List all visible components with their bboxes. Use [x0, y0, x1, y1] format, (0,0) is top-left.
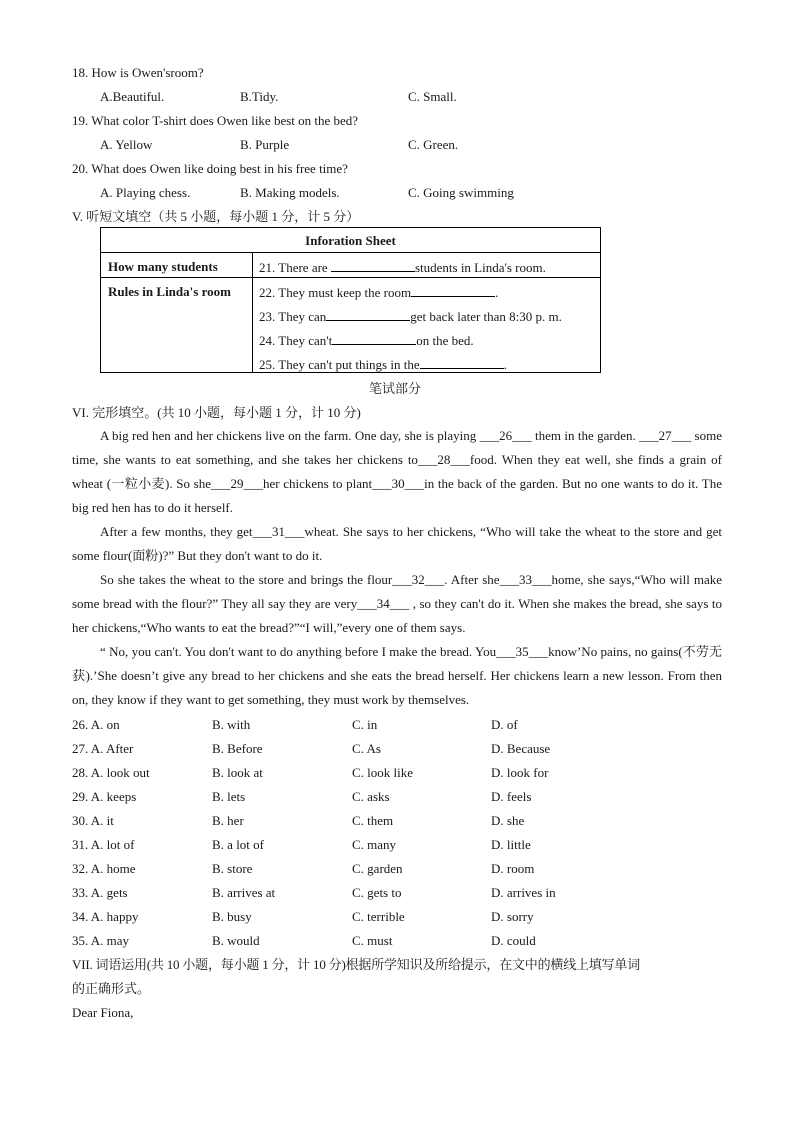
choice-30-c: C. them — [352, 813, 394, 828]
choice-28-b: B. look at — [212, 765, 263, 780]
choice-30-a: 30. A. it — [72, 813, 114, 828]
q19-option-a: A. Yellow — [100, 137, 153, 152]
choice-32-a: 32. A. home — [72, 861, 136, 876]
choice-32-b: B. store — [212, 861, 253, 876]
table-column-divider — [252, 253, 253, 373]
table-item-21: 21. There are students in Linda's room. — [259, 260, 546, 275]
table-item-25: 25. They can't put things in the . — [259, 357, 507, 372]
answer-blank-25[interactable] — [420, 356, 504, 369]
choice-28-a: 28. A. look out — [72, 765, 150, 780]
choice-29-b: B. lets — [212, 789, 246, 804]
choice-26-d: D. of — [491, 717, 518, 732]
choice-30-b: B. her — [212, 813, 244, 828]
choice-33-a: 33. A. gets — [72, 885, 128, 900]
question-18: 18. How is Owen'sroom? — [72, 65, 204, 80]
cloze-paragraph-2: After a few months, they get___31___wheat. She says to her chickens, “Who will take the wheat to the store and get some flour(面粉)?” But they don't want to do it. — [72, 524, 722, 563]
choice-34-d: D. sorry — [491, 909, 534, 924]
table-row-divider — [101, 277, 600, 278]
choice-27-c: C. As — [352, 741, 381, 756]
choice-30-d: D. she — [491, 813, 525, 828]
question-20: 20. What does Owen like doing best in his free time? — [72, 161, 348, 176]
choice-28-c: C. look like — [352, 765, 414, 780]
answer-blank-24[interactable] — [332, 332, 416, 345]
choice-27-d: D. Because — [491, 741, 551, 756]
choice-35-b: B. would — [212, 933, 260, 948]
choice-29-a: 29. A. keeps — [72, 789, 137, 804]
section-7-heading-cont: 的正确形式。 — [72, 981, 151, 996]
q19-option-c: C. Green. — [408, 137, 459, 152]
choice-26-c: C. in — [352, 717, 378, 732]
choice-35-d: D. could — [491, 933, 536, 948]
answer-blank-21[interactable] — [331, 259, 415, 272]
choice-31-d: D. little — [491, 837, 531, 852]
choice-26-b: B. with — [212, 717, 251, 732]
section-6-heading: VI. 完形填空。(共 10 小题，每小题 1 分，计 10 分) — [72, 405, 361, 420]
row-label-rules: Rules in Linda's room — [108, 284, 231, 299]
written-part-title: 笔试部分 — [369, 381, 422, 396]
answer-blank-23[interactable] — [326, 308, 410, 321]
choice-33-d: D. arrives in — [491, 885, 556, 900]
table-item-24: 24. They can't on the bed. — [259, 333, 474, 348]
table-item-22: 22. They must keep the room . — [259, 285, 499, 300]
question-19: 19. What color T-shirt does Owen like best on the bed? — [72, 113, 359, 128]
choice-31-a: 31. A. lot of — [72, 837, 135, 852]
cloze-paragraph-3: So she takes the wheat to the store and brings the flour___32___. After she___33___home, she says,“Who will make some bread with the flour?” They all say they are very___34___ , so they can't do it. When she makes the bread, she says to her chickens,“Who wants to eat the bread?”“I will,”every one of them says. — [72, 572, 722, 635]
choice-34-a: 34. A. happy — [72, 909, 139, 924]
table-title: Inforation Sheet — [101, 228, 600, 253]
choice-33-c: C. gets to — [352, 885, 402, 900]
choice-34-b: B. busy — [212, 909, 252, 924]
choice-27-a: 27. A. After — [72, 741, 134, 756]
choice-31-b: B. a lot of — [212, 837, 264, 852]
choice-29-d: D. feels — [491, 789, 532, 804]
cloze-paragraph-1: A big red hen and her chickens live on the farm. One day, she is playing ___26___ them in the garden. ___27___ some time, she wants to eat something, and she takes her chickens to___28___food. When they eat well, she finds a grain of wheat (一粒小麦). So she___29___her chickens to plant___30___in the back of the garden. But no one wants to do it. The big red hen has to do it herself. — [72, 428, 722, 515]
row-label-students: How many students — [108, 259, 218, 274]
information-sheet-table — [100, 227, 601, 373]
section-7-heading: VII. 词语运用(共 10 小题，每小题 1 分，计 10 分)根据所学知识及所给提示，在文中的横线上填写单词 — [72, 957, 641, 972]
answer-blank-22[interactable] — [411, 284, 495, 297]
q20-option-c: C. Going swimming — [408, 185, 514, 200]
choice-33-b: B. arrives at — [212, 885, 276, 900]
q18-option-b: B.Tidy. — [240, 89, 279, 104]
q18-option-a: A.Beautiful. — [100, 89, 165, 104]
section-5-heading: V. 听短文填空（共 5 小题，每小题 1 分，计 5 分） — [72, 209, 360, 224]
choice-32-d: D. room — [491, 861, 535, 876]
choice-31-c: C. many — [352, 837, 397, 852]
q20-option-a: A. Playing chess. — [100, 185, 191, 200]
q19-option-b: B. Purple — [240, 137, 290, 152]
choice-35-a: 35. A. may — [72, 933, 130, 948]
choice-32-c: C. garden — [352, 861, 403, 876]
choice-29-c: C. asks — [352, 789, 390, 804]
table-item-23: 23. They can get back later than 8:30 p. m. — [259, 309, 562, 324]
choice-27-b: B. Before — [212, 741, 263, 756]
letter-salutation: Dear Fiona, — [72, 1005, 134, 1020]
choice-34-c: C. terrible — [352, 909, 405, 924]
choice-26-a: 26. A. on — [72, 717, 120, 732]
cloze-paragraph-4: “ No, you can't. You don't want to do anything before I make the bread. You___35___know’No pains, no gains(不劳无获).’She doesn’t give any bread to her chickens and she eats the bread herself. Her chickens learn a new lesson. From then on, they know if they want to get something, they must work by themselves. — [72, 644, 722, 707]
choice-28-d: D. look for — [491, 765, 549, 780]
q18-option-c: C. Small. — [408, 89, 457, 104]
choice-35-c: C. must — [352, 933, 393, 948]
q20-option-b: B. Making models. — [240, 185, 340, 200]
